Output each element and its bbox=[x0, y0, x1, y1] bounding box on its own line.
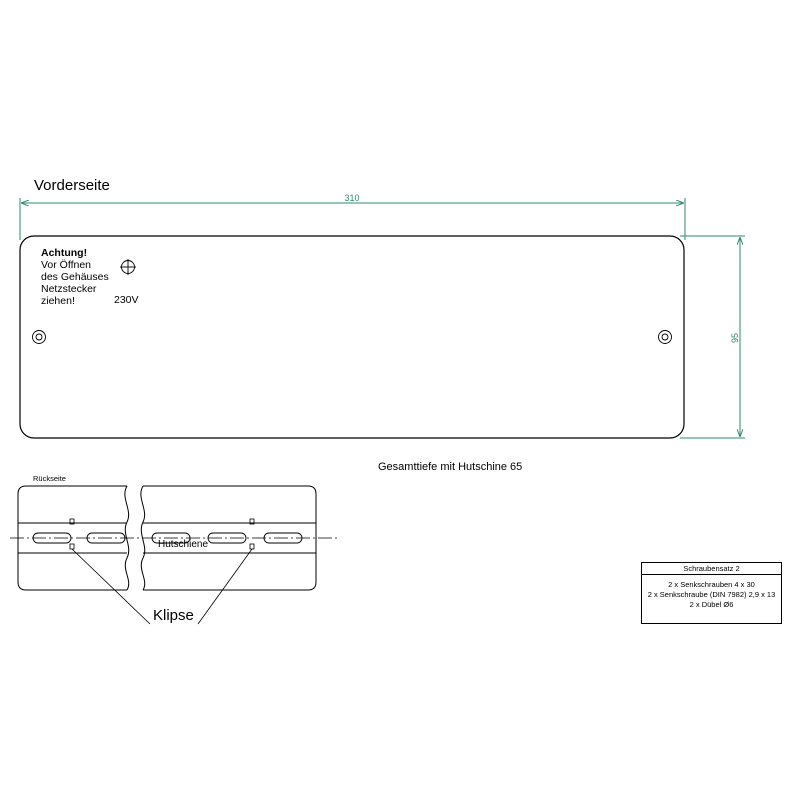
warning-title: Achtung! bbox=[41, 247, 88, 259]
warning-line: Vor Öffnen bbox=[41, 259, 92, 271]
voltage-label: 230V bbox=[114, 294, 139, 306]
clip-marker bbox=[250, 544, 254, 549]
height-dimension bbox=[680, 236, 745, 438]
screw-kit-line: 2 x Senkschraube (DIN 7982) 2,9 x 13 bbox=[647, 590, 776, 599]
screw-kit-line: 2 x Senkschrauben 4 x 30 bbox=[668, 580, 755, 589]
crosshair-icon bbox=[120, 259, 136, 275]
warning-label bbox=[41, 247, 109, 307]
width-dimension bbox=[20, 193, 685, 240]
front-title: Vorderseite bbox=[34, 177, 110, 194]
warning-line: ziehen! bbox=[41, 295, 75, 307]
height-dimension-label: 95 bbox=[730, 332, 740, 344]
warning-line: des Gehäuses bbox=[41, 271, 109, 283]
screw-kit-box bbox=[641, 562, 782, 624]
clips-label: Klipse bbox=[153, 607, 194, 624]
screw-kit-line: 2 x Dübel Ø6 bbox=[689, 600, 734, 609]
clip-marker bbox=[70, 544, 74, 549]
screw-kit-title: Schraubensatz 2 bbox=[642, 563, 781, 575]
screw-hole-right-icon bbox=[659, 331, 672, 344]
back-title: Rückseite bbox=[33, 474, 66, 483]
screw-hole-left-icon bbox=[33, 331, 46, 344]
warning-line: Netzstecker bbox=[41, 283, 97, 295]
front-panel-outline bbox=[20, 236, 684, 438]
width-dimension-label: 310 bbox=[344, 193, 360, 203]
total-depth-note: Gesamttiefe mit Hutschine 65 bbox=[378, 461, 523, 473]
rail-label: Hutschiene bbox=[158, 539, 209, 550]
